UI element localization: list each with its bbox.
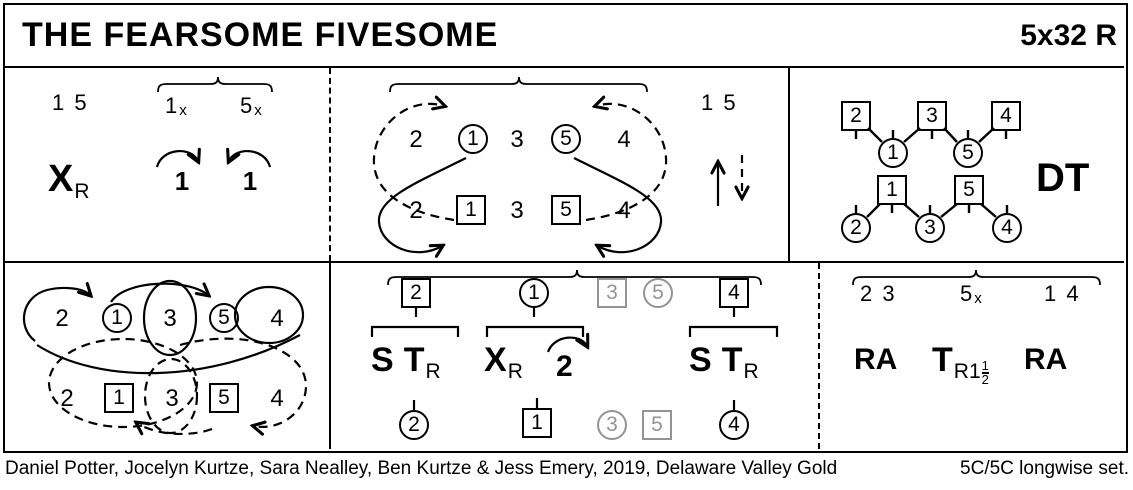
dancer-circle: 5 bbox=[551, 124, 581, 154]
rights-across-label-right: RA bbox=[1024, 343, 1068, 376]
double-triangles-label: DT bbox=[1036, 156, 1090, 200]
cross-right-label: XR bbox=[48, 158, 90, 203]
dancer-circle-inactive: 3 bbox=[597, 410, 627, 440]
phrase-brace bbox=[158, 77, 272, 92]
dancer-number: 4 bbox=[617, 197, 631, 224]
dancer-box: 4 bbox=[719, 278, 749, 308]
dancer-circle: 4 bbox=[992, 213, 1022, 243]
dancer-box: 2 bbox=[401, 278, 431, 308]
couples-label-right: 1 4 bbox=[1044, 281, 1081, 306]
dancer-circle: 2 bbox=[399, 410, 429, 440]
page-title: THE FEARSOME FIVESOME bbox=[22, 16, 499, 54]
hand-line bbox=[904, 204, 919, 217]
dancer-circle: 1 bbox=[519, 278, 549, 308]
dancer-circle: 5 bbox=[209, 303, 239, 333]
dancer-box: 3 bbox=[917, 101, 947, 131]
turn-cw-arrow bbox=[157, 151, 198, 167]
dancer-number: 3 bbox=[510, 126, 524, 153]
dancer-number: 4 bbox=[270, 385, 284, 412]
turn-amount: 2 bbox=[556, 350, 573, 383]
dancer-number: 2 bbox=[55, 305, 69, 332]
dancer-number: 3 bbox=[163, 305, 177, 332]
dancer-box: 4 bbox=[991, 101, 1021, 131]
brace-label-1x: 1x bbox=[165, 93, 187, 119]
dancer-circle: 1 bbox=[878, 138, 908, 168]
dancer-box-inactive: 3 bbox=[597, 278, 627, 308]
brace-label-5x: 5x bbox=[240, 93, 262, 119]
dancer-circle: 2 bbox=[841, 213, 871, 243]
bracket bbox=[487, 327, 583, 337]
dancer-box-inactive: 5 bbox=[642, 410, 672, 440]
dancer-circle-inactive: 5 bbox=[643, 278, 673, 308]
couples-label: 1 5 bbox=[701, 90, 738, 115]
rights-across-label-left: RA bbox=[854, 343, 898, 376]
couples-label: 1 5 bbox=[52, 90, 89, 115]
dancer-box: 5 bbox=[551, 195, 581, 225]
dancer-box: 5 bbox=[209, 383, 239, 413]
dancer-number: 2 bbox=[60, 385, 74, 412]
dancer-number: 2 bbox=[409, 197, 423, 224]
dancer-number: 4 bbox=[270, 305, 284, 332]
turn-amount-right: 1 bbox=[242, 166, 258, 196]
dancer-circle: 3 bbox=[915, 213, 945, 243]
set-type-text: 5C/5C longwise set. bbox=[960, 458, 1129, 479]
dancer-box: 1 bbox=[104, 383, 134, 413]
dancer-number: 4 bbox=[617, 126, 631, 153]
dancer-circle: 4 bbox=[719, 410, 749, 440]
phrase-brace bbox=[390, 77, 647, 92]
dancer-circle: 5 bbox=[953, 138, 983, 168]
set-turn-label-left: S TR bbox=[371, 341, 441, 383]
hand-line bbox=[981, 204, 996, 217]
bracket bbox=[690, 327, 777, 337]
cell-reels-figure-svg bbox=[5, 265, 330, 452]
phrase-brace bbox=[388, 270, 761, 285]
hand-line bbox=[867, 204, 880, 217]
tune-count-label: 5x32 R bbox=[1020, 19, 1117, 52]
turn-ccw-arrow bbox=[229, 151, 270, 167]
turn-amount-left: 1 bbox=[174, 166, 190, 196]
set-turn-label-right: S TR bbox=[689, 341, 759, 383]
couples-label-left: 2 3 bbox=[860, 281, 897, 306]
title-separator-line bbox=[5, 66, 1124, 68]
dancer-box: 1 bbox=[522, 408, 552, 438]
dancer-box: 5 bbox=[954, 175, 984, 205]
hand-line bbox=[941, 204, 957, 217]
dancer-number: 3 bbox=[165, 385, 179, 412]
dancer-number: 3 bbox=[510, 197, 524, 224]
cross-right-label: XR bbox=[484, 341, 523, 383]
dancer-box: 2 bbox=[841, 101, 871, 131]
turn-right-label: TR1 $\frac{1}{2}$ bbox=[932, 341, 989, 387]
credits-text: Daniel Potter, Jocelyn Kurtze, Sara Nealley, Ben Kurtze & Jess Emery, 2019, Delaware Valley Gold bbox=[5, 458, 838, 479]
couples-label-mid: 5x bbox=[960, 281, 982, 307]
fraction-one-half: $\frac{1}{2}$ bbox=[981, 358, 989, 387]
dancer-number: 2 bbox=[409, 126, 423, 153]
dancer-box: 1 bbox=[456, 195, 486, 225]
dancer-circle: 1 bbox=[458, 124, 488, 154]
dancer-circle: 1 bbox=[102, 303, 132, 333]
bracket bbox=[372, 327, 458, 337]
dancer-box: 1 bbox=[877, 175, 907, 205]
